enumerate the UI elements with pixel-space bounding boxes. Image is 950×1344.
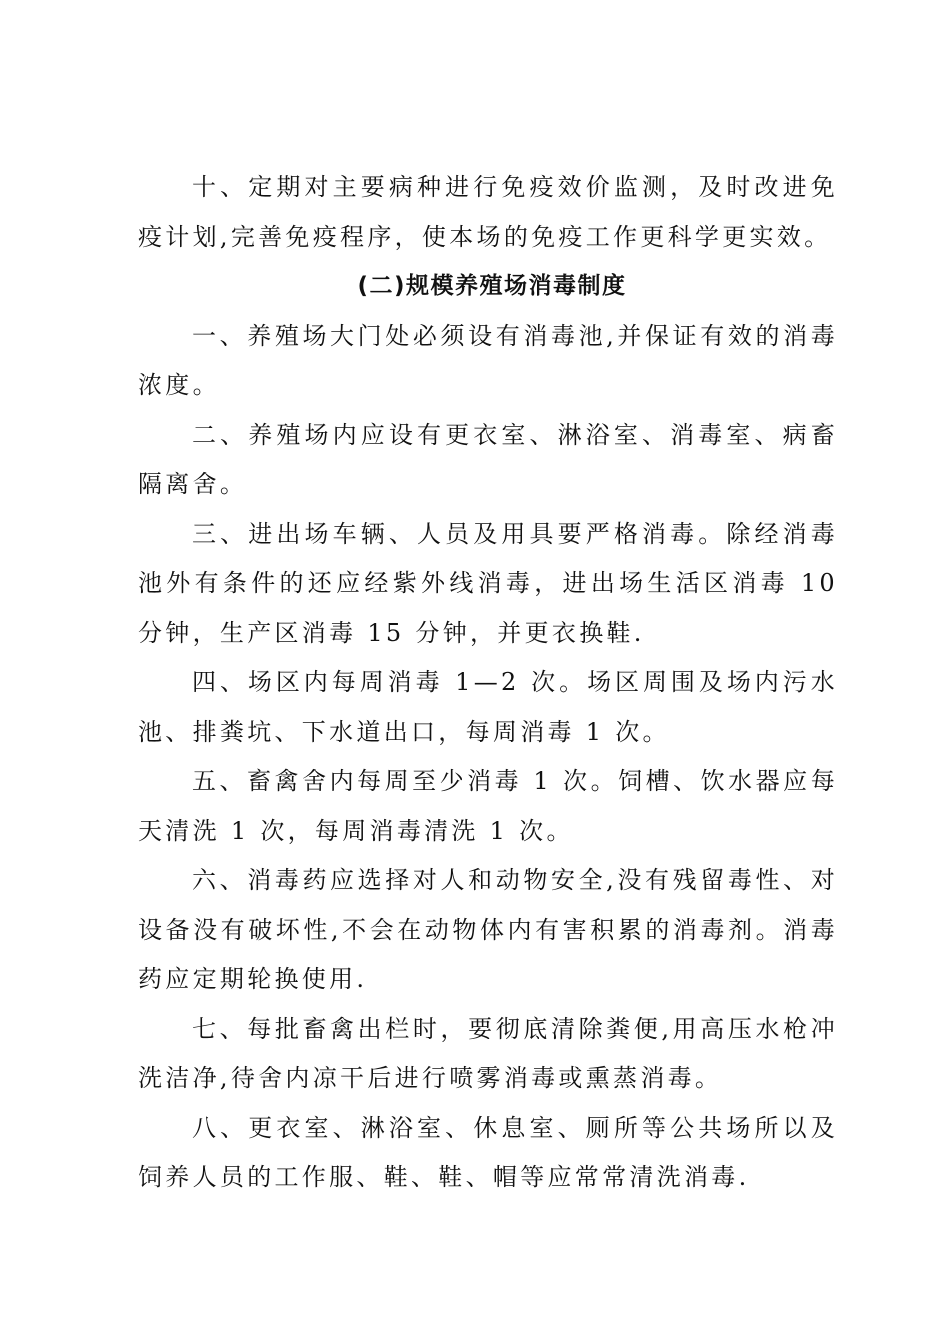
document-body xyxy=(138,163,838,1203)
intro-paragraph: 十、定期对主要病种进行免疫效价监测，及时改进免疫计划,完善免疫程序，使本场的免疫工作更科学更实效。 xyxy=(138,173,838,251)
paragraph-7: 七、每批畜禽出栏时，要彻底清除粪便,用高压水枪冲洗洁净,待舍内凉干后进行喷雾消毒或熏蒸消毒。 xyxy=(138,1014,838,1092)
section-title: (二)规模养殖场消毒制度 xyxy=(357,273,627,299)
paragraph-4: 四、场区内每周消毒 1—2 次。场区周围及场内污水池、排粪坑、下水道出口，每周消毒 1 次。 xyxy=(138,668,838,746)
paragraph-1: 一、养殖场大门处必须设有消毒池,并保证有效的消毒浓度。 xyxy=(138,321,838,399)
paragraph-2: 二、养殖场内应设有更衣室、淋浴室、消毒室、病畜隔离舍。 xyxy=(138,420,838,498)
paragraph-5: 五、畜禽舍内每周至少消毒 1 次。饲槽、饮水器应每天清洗 1 次，每周消毒清洗 1 次。 xyxy=(138,767,838,845)
paragraph-6: 六、消毒药应选择对人和动物安全,没有残留毒性、对设备没有破坏性,不会在动物体内有害积累的消毒剂。消毒药应定期轮换使用. xyxy=(138,866,838,993)
paragraph-8: 八、更衣室、淋浴室、休息室、厕所等公共场所以及饲养人员的工作服、鞋、鞋、帽等应常常清洗消毒. xyxy=(138,1113,838,1191)
paragraph-3: 三、进出场车辆、人员及用具要严格消毒。除经消毒池外有条件的还应经紫外线消毒，进出场生活区消毒 10 分钟，生产区消毒 15 分钟，并更衣换鞋. xyxy=(138,519,838,647)
